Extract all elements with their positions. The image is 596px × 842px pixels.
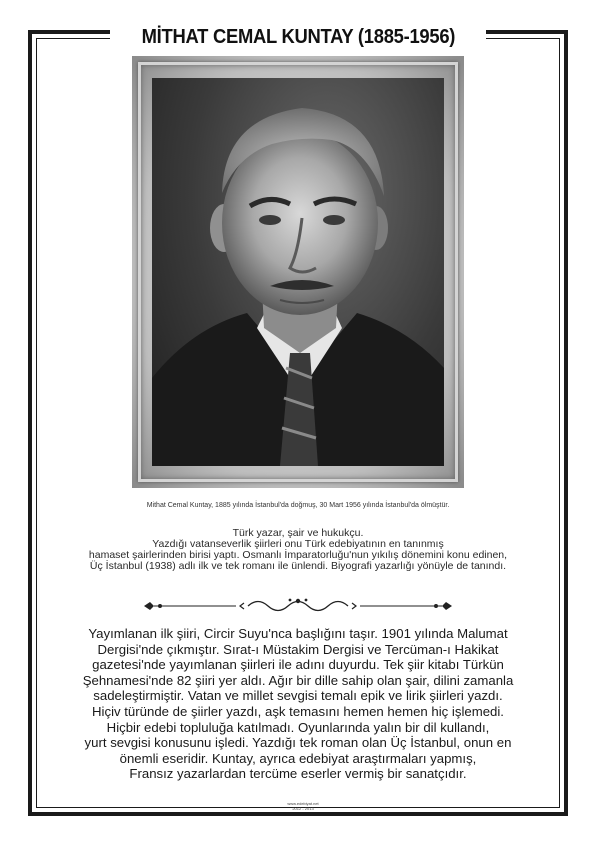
body-line: Hiçbir edebi topluluğa katılmadı. Oyunlarında yalın bir dil kullandı, <box>106 719 490 735</box>
page-title: MİTHAT CEMAL KUNTAY (1885-1956) <box>141 25 455 48</box>
bio-line: hamaset şairlerinden birisi yaptı. Osmanlı İmparatorluğu'nun yıkılış dönemini konu edinen, <box>88 549 508 561</box>
bio-line: Türk yazar, şair ve hukukçu. <box>232 527 364 539</box>
photo-caption: Mithat Cemal Kuntay, 1885 yılında İstanbul'da doğmuş, 30 Mart 1956 yılında İstanbul'da ölmüştür. <box>146 502 450 509</box>
footer-line: www.edebiyat.net <box>287 801 319 806</box>
bio-summary <box>40 528 556 572</box>
body-line: Fransız yazarlardan tercüme eserler vermiş bir sanatçıdır. <box>129 766 467 782</box>
ornamental-divider <box>140 597 456 615</box>
footer-credit <box>258 801 348 811</box>
bio-line: Üç İstanbul (1938) adlı ilk ve tek romanı ile ünlendi. Biyografi yazarlığı yönüyle de tanındı. <box>89 560 507 572</box>
title-block <box>110 22 486 52</box>
body-paragraph <box>40 626 556 782</box>
bio-line: Yazdığı vatanseverlik şiirleri onu Türk edebiyatının en tanınmış <box>152 538 444 550</box>
body-line: Yayımlanan ilk şiiri, Circir Suyu'nca başlığını taşır. 1901 yılında Malumat <box>88 626 508 641</box>
body-line: Şehnamesi'nde 82 şiiri yer aldı. Ağır bir dille sahip olan şair, dilini zamanla <box>82 672 514 688</box>
portrait-photo <box>152 78 444 466</box>
body-line: önemli eseridir. Kuntay, ayrıca edebiyat araştırmaları yapmış, <box>119 750 477 766</box>
body-line: Hiçiv türünde de şiirler yazdı, aşk temasını hemen hemen hiç işlemedi. <box>92 703 504 719</box>
footer-line: 2012 - 2013 <box>292 806 314 811</box>
body-line: sadeleştirmiştir. Vatan ve millet sevgisi temalı epik ve lirik şiirleri yazdı. <box>93 688 503 704</box>
body-line: Dergisi'nde çıkmıştır. Sırat-ı Müstakim Dergisi ve Tercüman-ı Hakikat <box>97 641 499 657</box>
body-line: yurt sevgisi konusunu işledi. Yazdığı tek roman olan Üç İstanbul, onun en <box>84 735 512 751</box>
body-line: gazetesi'nde yayımlanan şiirleri ile adını duyurdu. Tek şiir kitabı Türkün <box>92 657 504 673</box>
